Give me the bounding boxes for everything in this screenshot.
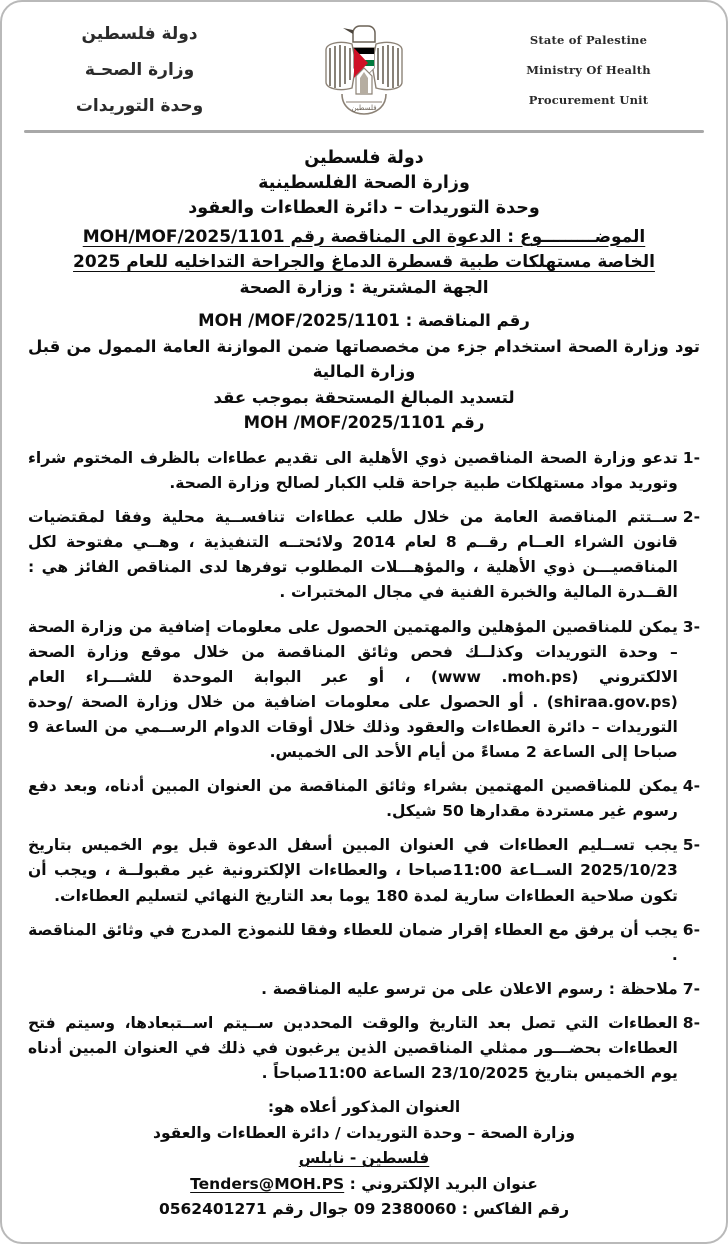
clause-text: العطاءات التي تصل بعد التاريخ والوقت المحددين ســيتم اســتبعادها، وسيتم فتح العطاءات بحضـــور ممثلي المناقصين الذين يرغبون في ذلك في العنوان المبين أدناه يوم الخميس بتاريخ 23/10/2025 الساعة 11:00صباحاً . [28, 1014, 678, 1083]
subject-line-1: الموضـــــــــوع : الدعوة الى المناقصة رقم MOH/MOF/2025/1101 [82, 226, 646, 247]
list-item [28, 977, 700, 1002]
reference-block [28, 308, 700, 436]
letterhead-ar-line-2: وزارة الصحـة [84, 60, 195, 80]
document-body [2, 128, 726, 1228]
list-item [28, 505, 700, 605]
clause-number: 4- [682, 777, 700, 796]
subject-block [28, 225, 700, 302]
address-intro: العنوان المذكور أعلاه هو: [267, 1098, 461, 1117]
clause-text: يمكن للمناقصين المؤهلين والمهتمين الحصول على معلومات إضافية من وزارة الصحة – وحدة التوريدات وكذلــك فحص وثائق المناقصة من خلال موقع وزارة الصحة الالكتروني (www .moh.ps) ، أو عبر البوابة الموحدة للشـــراء العام (shiraa.gov.ps) . أو الحصول على معلومات اضافية من خلال وزارة الصحة /وحدة التوريدات – دائرة العطاءات والعقود وذلك خلال أوقات الدوام الرســمي من الساعة 9 صباحا إلى الساعة 2 مساءً من أيام الأحد الى الخميس. [28, 617, 678, 762]
tender-number-label: رقم المناقصة : [405, 311, 530, 331]
contact-line: رقم الفاكس : 2380060 09 جوال رقم 0562401271 [158, 1199, 570, 1218]
clause-text: يمكن للمناقصين المهتمين بشراء وثائق المناقصة من العنوان المبين أدناه، وبعد دفع رسوم غير مستردة مقدارها 50 شيكل. [28, 777, 678, 821]
letterhead-en-line-2: Ministry Of Health [526, 63, 651, 77]
title-department: وحدة التوريدات – دائرة العطاءات والعقود [188, 197, 540, 218]
clause-number: 7- [682, 979, 700, 998]
list-item [28, 446, 700, 496]
address-city: فلسطين - نابلس [298, 1149, 430, 1168]
title-block [28, 146, 700, 221]
clause-text: ســتتم المناقصة العامة من خلال طلب عطاءات تنافســية محلية وفقا لمقتضيات قانون الشراء العــام رقــم 8 لعام 2014 ولائحتــه التنفيذية ، وهــي مفتوحة لكل المناقصيـــن ذوي الأهلية ، والمؤهـــلات المطلوب توفرها لدى المناقص الفائز هي : القــدرة المالية والخبرة الفنية في مجال المختبرات . [28, 508, 678, 602]
emblem-caption: فلسطين [351, 104, 377, 112]
list-item [28, 774, 700, 824]
letterhead-arabic-block [32, 12, 247, 128]
email-value[interactable]: Tenders@MOH.PS [190, 1174, 345, 1193]
clause-number: 6- [682, 920, 700, 939]
email-line [28, 1172, 700, 1197]
closing-block [28, 1095, 700, 1222]
letterhead-ar-line-3: وحدة التوريدات [75, 96, 204, 116]
clause-list [28, 446, 700, 1087]
contract-number-value: MOH /MOF/2025/1101 [243, 413, 446, 433]
letterhead-en-line-3: Procurement Unit [528, 93, 649, 107]
email-label: عنوان البريد الإلكتروني : [349, 1174, 538, 1193]
list-item [28, 918, 700, 968]
clause-text: تدعو وزارة الصحة المناقصين ذوي الأهلية الى تقديم عطاءات بالظرف المختوم شراء وتوريد مواد مستهلكات طبية جراحة قلب الكبار لصالح وزارة الصحة. [28, 448, 678, 492]
clause-number: 2- [682, 508, 700, 527]
letterhead-ar-line-1: دولة فلسطين [81, 24, 198, 44]
clause-number: 5- [682, 836, 700, 855]
contract-number-line [28, 410, 700, 436]
list-item [28, 615, 700, 766]
funding-line-1: تود وزارة الصحة استخدام جزء من مخصصاتها ضمن الموازنة العامة الممول من قبل وزارة المالية [28, 336, 700, 382]
tender-number-value: MOH /MOF/2025/1101 [198, 311, 400, 331]
eagle-of-saladin-emblem [304, 12, 424, 128]
header-divider [24, 130, 704, 133]
address-line-2 [28, 1146, 700, 1171]
contract-number-label: رقم [451, 413, 485, 433]
clause-text: ملاحظة : رسوم الاعلان على من ترسو عليه المناقصة . [261, 979, 678, 998]
page-title: دولة فلسطين [304, 148, 424, 168]
clause-number: 8- [682, 1014, 700, 1033]
letterhead-en-line-1: State of Palestine [529, 33, 648, 47]
tender-number-line [28, 308, 700, 334]
letterhead-english-block [481, 12, 696, 128]
clause-text: يجب أن يرفق مع العطاء إقرار ضمان للعطاء وفقا للنموذج المدرج في وثائق المناقصة . [28, 920, 678, 964]
subject-line-2: الخاصة مستهلكات طبية قسطرة الدماغ والجراحة التداخليه للعام 2025 [73, 252, 655, 273]
address-line-1: وزارة الصحة – وحدة التوريدات / دائرة العطاءات والعقود [152, 1123, 575, 1142]
list-item [28, 833, 700, 908]
letterhead [2, 2, 726, 128]
title-ministry: وزارة الصحة الفلسطينية [258, 172, 470, 193]
clause-text: يجب تســليم العطاءات في العنوان المبين أسفل الدعوة قبل يوم الخميس بتاريخ 2025/10/23 الســاعة 11:00صباحا ، والعطاءات الإلكترونية غير مقبولــة ، ويجب أن تكون صلاحية العطاءات سارية لمدة 180 يوما بعد التاريخ النهائي لتسليم العطاءات. [28, 836, 678, 905]
funding-line-2: لتسديد المبالغ المستحقة بموجب عقد [213, 387, 515, 407]
list-item [28, 1011, 700, 1086]
clause-number: 1- [682, 448, 700, 467]
purchasing-entity-line: الجهة المشترية : وزارة الصحة [239, 277, 489, 298]
clause-number: 3- [682, 617, 700, 636]
